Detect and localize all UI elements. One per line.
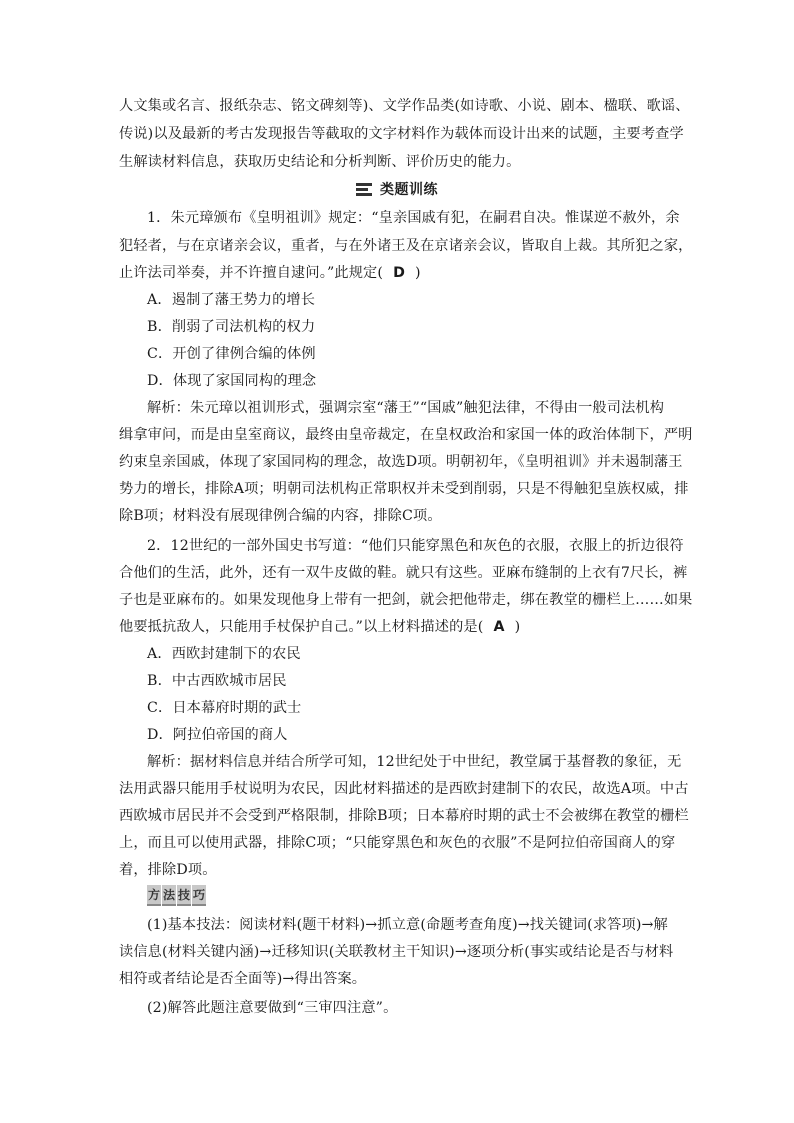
method-tips-tag bbox=[147, 886, 207, 904]
method-tag-char: 方 bbox=[147, 885, 161, 906]
q1-option-c: C．开创了律例合编的体例 bbox=[147, 346, 316, 362]
q1-paren-close: ) bbox=[415, 265, 421, 281]
method-tag-char: 技 bbox=[177, 885, 191, 906]
q2-option-c: C．日本幕府时期的武士 bbox=[147, 700, 302, 716]
q1-stem-line-2: 犯轻者，与在京诸亲会议，重者，与在外诸王及在京诸亲会议，皆取自上裁。其所犯之家， bbox=[119, 238, 693, 254]
q1-stem-line-3 bbox=[119, 263, 679, 285]
q2-option-a: A．西欧封建制下的农民 bbox=[147, 646, 301, 662]
q2-analysis-line-4: 上，而且可以使用武器，排除C项；“只能穿黑色和灰色的衣服”不是阿拉伯帝国商人的穿 bbox=[119, 835, 676, 851]
q1-analysis-line-1: 解析：朱元璋以祖训形式，强调宗室“藩王”“国戚”触犯法律，不得由一般司法机构 bbox=[147, 400, 665, 416]
q1-option-d: D．体现了家国同构的理念 bbox=[147, 373, 317, 389]
q2-paren-close: ) bbox=[514, 619, 521, 635]
q2-stem-line-1: 2．12世纪的一部外国史书写道：“他们只能穿黑色和灰色的衣服，衣服上的折边很符 bbox=[147, 538, 684, 554]
intro-line-3: 生解读材料信息，获取历史结论和分析判断、评价历史的能力。 bbox=[119, 154, 521, 170]
q2-answer: A bbox=[493, 619, 505, 635]
q1-option-b: B．削弱了司法机构的权力 bbox=[147, 319, 316, 335]
q2-stem-line-2: 合他们的生活，此外，还有一双牛皮做的鞋。就只有这些。亚麻布缝制的上衣有7尺长，裤 bbox=[119, 565, 688, 581]
q2-option-d: D．阿拉伯帝国的商人 bbox=[147, 727, 288, 743]
q2-stem-line-4 bbox=[119, 617, 679, 639]
method-p1-line-3: 相符或者结论是否全面等)→得出答案。 bbox=[119, 971, 367, 987]
q2-analysis-line-2: 法用武器只能用手杖说明为农民，因此材料描述的是西欧封建制下的农民，故选A项。中古 bbox=[119, 781, 689, 797]
q1-analysis-line-2: 缉拿审问，而是由皇室商议，最终由皇帝裁定，在皇权政治和家国一体的政治体制下，严明 bbox=[119, 427, 693, 443]
q1-analysis-line-3: 约束皇亲国戚，体现了家国同构的理念，故选D项。明朝初年，《皇明祖训》并未遏制藩王 bbox=[119, 454, 683, 470]
method-tag-char: 法 bbox=[162, 885, 176, 906]
section-heading bbox=[0, 179, 794, 199]
q2-stem-line-3: 子也是亚麻布的。如果发现他身上带有一把剑，就会把他带走，绑在教堂的栅栏上……如果 bbox=[119, 592, 693, 608]
intro-line-1: 人文集或名言、报纸杂志、铭文碑刻等)、文学作品类(如诗歌、小说、剧本、楹联、歌谣、 bbox=[119, 98, 690, 114]
method-p1-line-2: 读信息(材料关键内涵)→迁移知识(关联教材主干知识)→逐项分析(事实或结论是否与材料 bbox=[119, 944, 674, 960]
method-p1-line-1: (1)基本技法：阅读材料(题干材料)→抓立意(命题考查角度)→找关键词(求答项)→解 bbox=[147, 917, 668, 933]
intro-line-2: 传说)以及最新的考古发现报告等截取的文字材料作为载体而设计出来的试题，主要考查学 bbox=[119, 126, 684, 142]
q1-stem-line-1: 1．朱元璋颁布《皇明祖训》规定：“皇亲国戚有犯，在嗣君自决。惟谋逆不赦外，余 bbox=[147, 210, 680, 226]
q2-option-b: B．中古西欧城市居民 bbox=[147, 673, 287, 689]
method-p2: (2)解答此题注意要做到“三审四注意”。 bbox=[147, 1000, 398, 1016]
section-heading-title: 类题训练 bbox=[380, 182, 438, 198]
q2-analysis-line-5: 着，排除D项。 bbox=[119, 862, 217, 878]
q1-stem-text: 止许法司举奏，并不许擅自逮问。”此规定( bbox=[119, 265, 384, 281]
method-tag-char: 巧 bbox=[192, 885, 206, 906]
q1-answer: D bbox=[393, 265, 406, 281]
q2-analysis-line-1: 解析：据材料信息并结合所学可知，12世纪处于中世纪，教堂属于基督教的象征，无 bbox=[147, 754, 682, 770]
q2-stem-text: 他要抵抗敌人，只能用手杖保护自己。”以上材料描述的是( bbox=[119, 619, 484, 635]
q1-analysis-line-5: 除B项；材料没有展现律例合编的内容，排除C项。 bbox=[119, 508, 442, 524]
list-heading-icon bbox=[356, 183, 372, 196]
q2-analysis-line-3: 西欧城市居民并不会受到严格限制，排除B项；日本幕府时期的武士不会被绑在教堂的栅栏 bbox=[119, 808, 689, 824]
q1-option-a: A．遏制了藩王势力的增长 bbox=[147, 292, 316, 308]
q1-analysis-line-4: 势力的增长，排除A项；明朝司法机构正常职权并未受到削弱，只是不得触犯皇族权威，排 bbox=[119, 481, 689, 497]
